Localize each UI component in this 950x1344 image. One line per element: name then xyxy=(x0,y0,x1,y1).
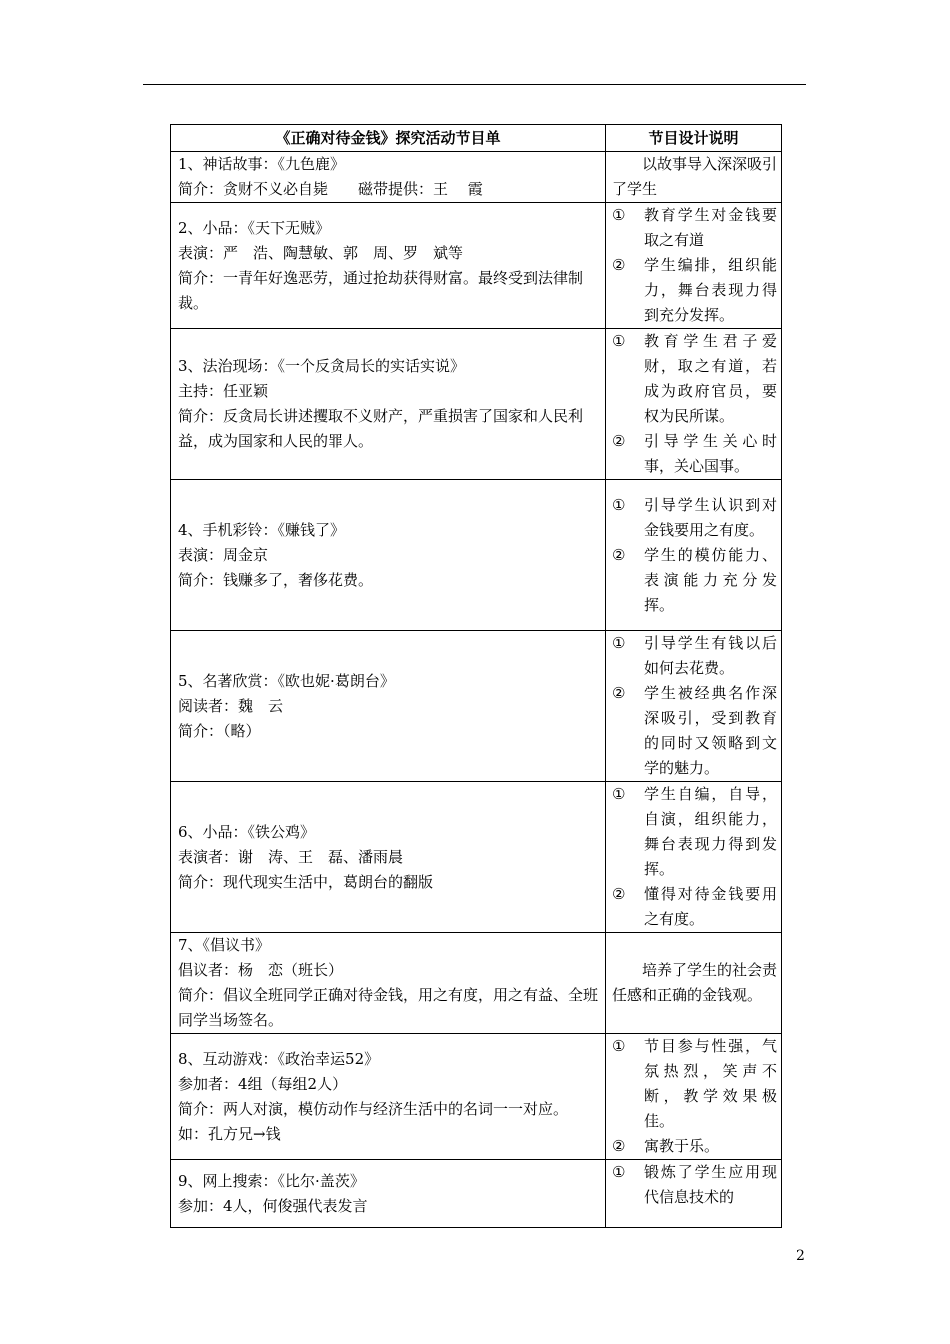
design-note-cell xyxy=(606,329,782,480)
program-cell xyxy=(171,203,606,329)
program-line: 7、《倡议书》 xyxy=(178,936,271,954)
program-cell xyxy=(171,152,606,203)
table-row xyxy=(171,631,782,782)
note-text: 锻炼了学生应用现代信息技术的 xyxy=(644,1163,777,1206)
program-line: 2、小品：《天下无贼》 xyxy=(178,218,331,237)
program-cell xyxy=(171,480,606,631)
program-line: 简介：现代现实生活中，葛朗台的翻版 xyxy=(178,872,434,891)
design-note-item xyxy=(612,782,777,882)
note-number-marker: ① xyxy=(612,785,626,803)
note-paragraph: 培养了学生的社会责任感和正确的金钱观。 xyxy=(612,961,778,1004)
program-cell xyxy=(171,782,606,933)
program-line: 表演：周金京 xyxy=(178,545,269,564)
program-line: 简介：一青年好逸恶劳，通过抢劫获得财富。最终受到法律制裁。 xyxy=(178,268,584,312)
program-line: 简介：贪财不义必自毙 磁带提供：王 霞 xyxy=(178,180,483,198)
note-text: 教育学生君子爱财，取之有道，若成为政府官员，要权为民所谋。 xyxy=(644,332,777,425)
design-note-cell xyxy=(606,782,782,933)
program-line: 参加者：4组（每组2人） xyxy=(178,1074,348,1093)
note-text: 引导学生有钱以后如何去花费。 xyxy=(644,634,777,677)
note-number-marker: ① xyxy=(612,1163,626,1181)
note-number-marker: ② xyxy=(612,256,626,274)
design-note-item xyxy=(612,882,777,932)
design-note-item xyxy=(612,1034,777,1134)
design-note-cell xyxy=(606,1160,782,1228)
table-row xyxy=(171,782,782,933)
note-text: 寓教于乐。 xyxy=(644,1137,720,1155)
design-note-cell xyxy=(606,1034,782,1160)
note-text: 学生被经典名作深深吸引，受到教育的同时又领略到文学的魅力。 xyxy=(644,684,777,777)
design-note-item xyxy=(612,543,777,618)
program-line: 9、网上搜索：《比尔·盖茨》 xyxy=(178,1171,365,1190)
program-line: 简介：（略） xyxy=(178,721,261,740)
page-number: 2 xyxy=(796,1248,805,1264)
program-line: 如：孔方兄→钱 xyxy=(178,1124,281,1143)
program-cell xyxy=(171,631,606,782)
design-note-item xyxy=(612,631,777,681)
design-note-item xyxy=(612,429,777,479)
note-text: 引导学生认识到对金钱要用之有度。 xyxy=(644,495,777,539)
note-number-marker: ① xyxy=(612,1037,626,1055)
table-row xyxy=(171,203,782,329)
design-note-item xyxy=(612,493,777,543)
note-number-marker: ② xyxy=(612,1137,626,1155)
program-line: 简介：反贪局长讲述攫取不义财产，严重损害了国家和人民利益，成为国家和人民的罪人。 xyxy=(178,407,584,450)
program-cell xyxy=(171,1160,606,1228)
program-line: 1、神话故事：《九色鹿》 xyxy=(178,155,346,173)
program-table xyxy=(170,124,782,1228)
design-note-cell xyxy=(606,480,782,631)
program-rows xyxy=(171,152,782,1228)
design-note-item xyxy=(612,203,777,253)
design-note-item xyxy=(612,681,777,781)
design-note-cell xyxy=(606,203,782,329)
note-number-marker: ② xyxy=(612,545,626,564)
design-note-cell xyxy=(606,933,782,1034)
program-list-header: 《正确对待金钱》探究活动节目单 xyxy=(171,125,606,152)
program-cell xyxy=(171,329,606,480)
header-rule xyxy=(143,84,806,85)
program-line: 阅读者：魏 云 xyxy=(178,696,284,715)
design-note-cell xyxy=(606,631,782,782)
program-cell xyxy=(171,1034,606,1160)
note-paragraph: 以故事导入深深吸引了学生 xyxy=(612,155,778,198)
program-line: 参加：4人，何俊强代表发言 xyxy=(178,1196,368,1215)
program-line: 主持：任亚颖 xyxy=(178,382,269,400)
table-row xyxy=(171,480,782,631)
table-header-row xyxy=(171,125,782,152)
design-note-cell xyxy=(606,152,782,203)
table-row xyxy=(171,329,782,480)
note-number-marker: ② xyxy=(612,684,626,702)
note-number-marker: ① xyxy=(612,206,626,224)
design-note-item xyxy=(612,253,777,328)
table-row xyxy=(171,1034,782,1160)
table-row xyxy=(171,933,782,1034)
design-note-item xyxy=(612,1134,777,1159)
note-text: 学生的模仿能力、表演能力充分发挥。 xyxy=(644,545,777,614)
note-text: 教育学生对金钱要取之有道 xyxy=(644,206,777,249)
program-line: 3、法治现场：《一个反贪局长的实话实说》 xyxy=(178,357,466,375)
program-line: 4、手机彩铃：《赚钱了》 xyxy=(178,520,346,539)
program-line: 表演：严 浩、陶慧敏、郭 周、罗 斌等 xyxy=(178,243,464,262)
design-note-item xyxy=(612,329,777,429)
note-number-marker: ② xyxy=(612,885,626,903)
program-line: 6、小品：《铁公鸡》 xyxy=(178,822,316,841)
table-row xyxy=(171,1160,782,1228)
program-line: 表演者：谢 涛、王 磊、潘雨晨 xyxy=(178,847,404,866)
table-row xyxy=(171,152,782,203)
note-number-marker: ① xyxy=(612,332,626,350)
note-text: 引导学生关心时事，关心国事。 xyxy=(644,432,777,475)
program-cell xyxy=(171,933,606,1034)
program-line: 5、名著欣赏：《欧也妮·葛朗台》 xyxy=(178,671,395,690)
note-text: 学生编排，组织能力，舞台表现力得到充分发挥。 xyxy=(644,256,777,324)
note-number-marker: ② xyxy=(612,432,626,450)
note-text: 节目参与性强，气氛热烈，笑声不断，教学效果极佳。 xyxy=(644,1037,777,1130)
program-line: 倡议者：杨 恋（班长） xyxy=(178,961,344,979)
note-text: 懂得对待金钱要用之有度。 xyxy=(644,885,777,928)
note-text: 学生自编，自导，自演，组织能力，舞台表现力得到发挥。 xyxy=(644,785,777,878)
note-number-marker: ① xyxy=(612,634,626,652)
program-line: 8、互动游戏：《政治幸运52》 xyxy=(178,1049,380,1068)
program-line: 简介：钱赚多了，奢侈花费。 xyxy=(178,570,374,589)
design-notes-header: 节目设计说明 xyxy=(606,125,782,152)
program-line: 简介：倡议全班同学正确对待金钱，用之有度，用之有益、全班同学当场签名。 xyxy=(178,986,599,1029)
program-line: 简介：两人对演，模仿动作与经济生活中的名词一一对应。 xyxy=(178,1099,569,1118)
note-number-marker: ① xyxy=(612,495,626,514)
design-note-item xyxy=(612,1160,777,1210)
